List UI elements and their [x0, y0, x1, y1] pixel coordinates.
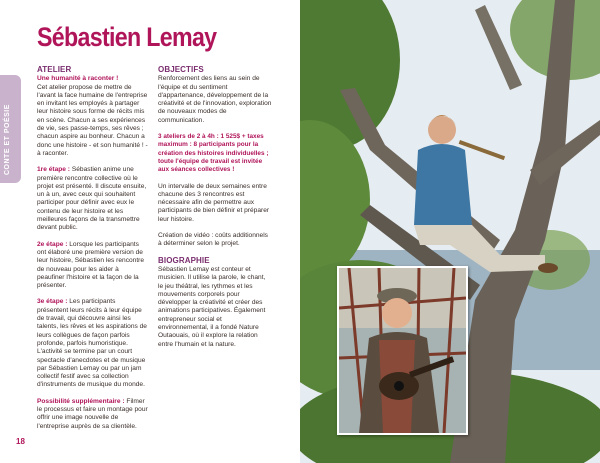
- side-tab: [0, 75, 21, 183]
- step-2-text: Lorsque les participants ont élaboré une première version de leur histoire, Sébastien les rencontre de nouveau pour les aider à peaufiner l'histoire et la façon de la présenter.: [37, 240, 145, 290]
- atelier-intro: Cet atelier propose de mettre de l'avant la face humaine de l'entreprise en invitant les employés à partager leur histoire sous forme de récits mis en scène. Chacun a ses expériences de vie, ses passe-temps, ses rêves ; chacun aspire au bonheur. Chacun a donc une histoire - et son humanité ! - à raconter.: [37, 83, 148, 157]
- extra-option-text: Filmer le processus et faire un montage pour offrir une image nouvelle de l'entreprise auprès de sa clientèle.: [37, 397, 148, 430]
- objectifs-column: [158, 66, 272, 357]
- step-1: [37, 166, 148, 232]
- step-3: [37, 298, 148, 389]
- schedule-text: Un intervalle de deux semaines entre chacune des 3 rencontres est nécessaire afin de permettre aux participants de bien définir et préparer leur histoire.: [158, 182, 270, 223]
- biographie-text: Sébastien Lemay est conteur et musicien. Il utilise la parole, le chant, le jeu théâtral, les rythmes et les mouvements corporels pour développer la créativité et créer des animations participatives. Également entrepreneur social et environnemental, il a fondé Nature Outaouais, où il explore la relation entre l'humain et la nature.: [158, 265, 266, 348]
- video-text: Création de vidéo : coûts additionnels à déterminer selon le projet.: [158, 232, 268, 248]
- objectifs-heading: OBJECTIFS: [158, 65, 204, 74]
- page-number: 18: [16, 437, 25, 446]
- side-tab-label: CONTE ET POÉSIE: [4, 104, 11, 175]
- biographie-heading: BIOGRAPHIE: [158, 255, 210, 265]
- page-title: Sébastien Lemay: [37, 22, 217, 52]
- step-2-label: 2e étape :: [37, 240, 68, 248]
- atelier-subtitle: Une humanité à raconter !: [37, 75, 119, 83]
- ukulele-photo: [337, 266, 468, 435]
- extra-option-label: Possibilité supplémentaire :: [37, 397, 125, 405]
- step-3-text: Les participants présentent leurs récits à leur équipe de travail, qui découvre ainsi les talents, les rêves et les aspirations de leurs collègues de façon parfois profonde, parfois humoristique. L'activité se termine par un court spectacle d'anecdotes et de musique par Sébastien Lemay ou par un jam collectif festif avec sa collection d'instruments de musique du monde.: [37, 298, 147, 389]
- step-3-label: 3e étape :: [37, 298, 68, 306]
- objectifs-text: Renforcement des liens au sein de l'équipe et du sentiment d'appartenance, développement de la créativité et de l'innovation, exploration de nouveaux modes de communication.: [158, 75, 272, 124]
- pricing-highlight: 3 ateliers de 2 à 4h : 1 525$ + taxes maximum : 8 participants pour la création des histoires individuelles ; toute l'équipe de travail est invitée aux séances collectives !: [158, 133, 269, 174]
- step-1-text: Sébastien anime une première rencontre collective où le projet est présenté. Il discute ensuite, un à un, avec ceux qui souhaitent participer pour définir avec eux le contenu de leur histoire et les meilleures façons de la transmettre devant public.: [37, 166, 147, 232]
- atelier-column: [37, 66, 148, 439]
- extra-option: [37, 398, 148, 431]
- step-2: [37, 241, 148, 291]
- step-1-label: 1re étape :: [37, 166, 70, 174]
- ukulele-illustration: [339, 268, 466, 433]
- atelier-heading: ATELIER: [37, 65, 72, 74]
